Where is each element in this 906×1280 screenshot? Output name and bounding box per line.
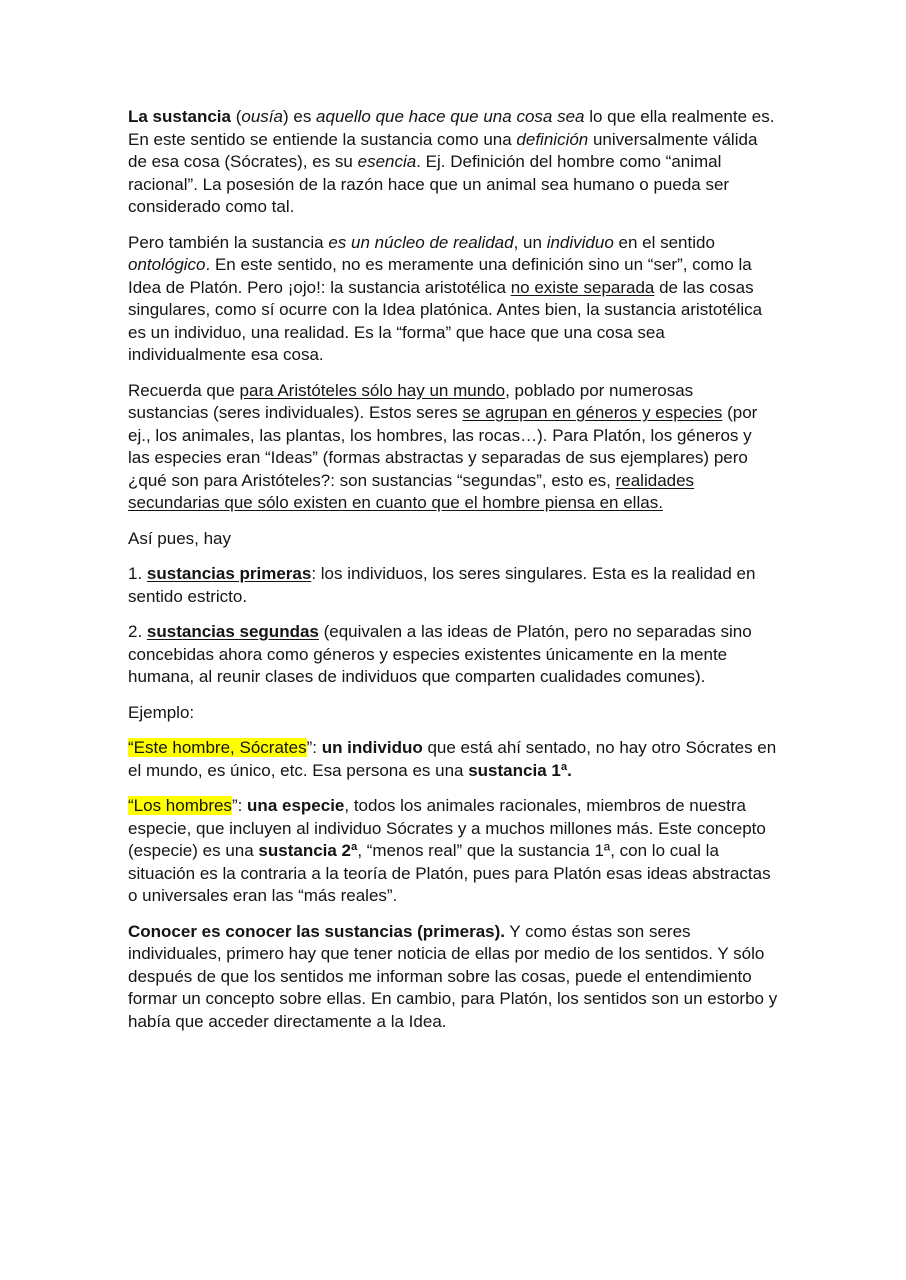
paragraph-8 bbox=[128, 737, 778, 782]
text-run: una especie bbox=[247, 796, 345, 815]
highlighted-text-run: “Los hombres bbox=[128, 796, 232, 815]
text-run: realidades secundarias que sólo existen en cuanto que el hombre piensa en ellas. bbox=[128, 470, 695, 512]
highlighted-text-run: “Este hombre, Sócrates bbox=[128, 738, 307, 757]
text-run: sustancias segundas bbox=[146, 622, 319, 641]
text-run: es un núcleo de realidad bbox=[328, 232, 514, 252]
text-run: definición bbox=[516, 129, 589, 149]
text-run: , todos los animales racionales, miembros de nuestra especie, que incluyen al individuo Sócrates y a muchos millones más. Este concepto (especie) es una bbox=[128, 796, 766, 860]
text-run: . En este sentido, no es meramente una definición sino un “ser”, como la Idea de Platón. Pero ¡ojo!: la sustancia aristotélica bbox=[128, 255, 752, 297]
paragraph-7 bbox=[128, 702, 778, 725]
text-run: (por ej., los animales, las plantas, los hombres, las rocas…). Para Platón, los géneros y las especies eran “Ideas” (formas abstractas y separadas de sus ejemplares) pero ¿qué son para Aristóteles?: son sustancias “segundas”, esto es, bbox=[128, 403, 758, 490]
text-run: Recuerda que bbox=[128, 380, 240, 400]
text-run: . Ej. Definición del hombre como “animal racional”. La posesión de la razón hace que un animal sea humano o pueda ser considerado como tal. bbox=[128, 152, 730, 216]
text-run: de las cosas singulares, como sí ocurre con la Idea platónica. Antes bien, la sustancia aristotélica es un individuo, una realidad. Es la “forma” que hace que una cosa sea individualmente esa cosa. bbox=[128, 277, 763, 364]
text-run: no existe separada bbox=[510, 277, 655, 297]
text-run: que está ahí sentado, no hay otro Sócrates en el mundo, es único, etc. Esa persona es una bbox=[128, 738, 777, 780]
text-run: aquello que hace que una cosa sea bbox=[316, 107, 585, 126]
text-run: Y como éstas son seres individuales, primero hay que tener noticia de ellas por medio de los sentidos. Y sólo después de que los sentidos me informan sobre las cosas, puede el entendimiento formar un concepto sobre ellas. En cambio, para Platón, los sentidos son un estorbo y había que acceder directamente a la Idea. bbox=[128, 921, 778, 1031]
text-run: , poblado por numerosas sustancias (seres individuales). Estos seres bbox=[128, 380, 694, 422]
text-run: ”: bbox=[306, 738, 322, 757]
text-run: un individuo bbox=[321, 738, 423, 757]
text-run: Conocer es conocer las sustancias (primeras). bbox=[128, 921, 505, 941]
text-run: lo que ella realmente es. En este sentido se entiende la sustancia como una bbox=[128, 107, 775, 149]
text-run: (equivalen a las ideas de Platón, pero no separadas sino concebidas ahora como géneros y especies existentes únicamente en la mente humana, al reunir clases de individuos que comparten cualidades comunes). bbox=[128, 622, 752, 686]
paragraph-5 bbox=[128, 563, 778, 608]
text-run: ) es bbox=[282, 107, 317, 126]
text-run: Ejemplo: bbox=[128, 702, 195, 722]
text-run: universalmente válida de esa cosa (Sócrates), es su bbox=[128, 129, 758, 171]
text-run: : los individuos, los seres singulares. Esta es la realidad en sentido estricto. bbox=[128, 564, 756, 606]
paragraph-3 bbox=[128, 380, 778, 515]
text-run: 1. bbox=[128, 564, 147, 583]
paragraph-4 bbox=[128, 528, 778, 551]
paragraph-1 bbox=[128, 106, 778, 219]
text-run: sustancia 2ª bbox=[258, 841, 358, 860]
text-run: ”: bbox=[231, 796, 248, 815]
paragraph-9 bbox=[128, 795, 778, 908]
paragraph-6 bbox=[128, 621, 778, 689]
text-run: Pero también la sustancia bbox=[128, 232, 329, 252]
text-run: en el sentido bbox=[613, 232, 715, 252]
text-run: , un bbox=[513, 232, 547, 252]
document-text-block bbox=[128, 106, 778, 1046]
text-run: sustancia 1ª. bbox=[468, 760, 572, 780]
paragraph-10 bbox=[128, 921, 778, 1034]
text-run: individuo bbox=[546, 232, 614, 252]
text-run: se agrupan en géneros y especies bbox=[462, 403, 723, 422]
text-run: ontológico bbox=[128, 255, 206, 274]
text-run: ousía bbox=[241, 107, 283, 126]
text-run: Así pues, hay bbox=[128, 528, 232, 548]
paragraph-2 bbox=[128, 232, 778, 367]
text-run: ( bbox=[231, 107, 242, 126]
text-run: , “menos real” que la sustancia 1ª, con lo cual la situación es la contraria a la teoría de Platón, pues para Platón esas ideas abstractas o universales eran las “más reales”. bbox=[128, 841, 771, 905]
text-run: sustancias primeras bbox=[146, 564, 312, 583]
text-run: La sustancia bbox=[128, 107, 231, 126]
text-run: 2. bbox=[128, 622, 147, 641]
text-run: para Aristóteles sólo hay un mundo bbox=[239, 380, 506, 400]
text-run: esencia bbox=[357, 152, 417, 171]
